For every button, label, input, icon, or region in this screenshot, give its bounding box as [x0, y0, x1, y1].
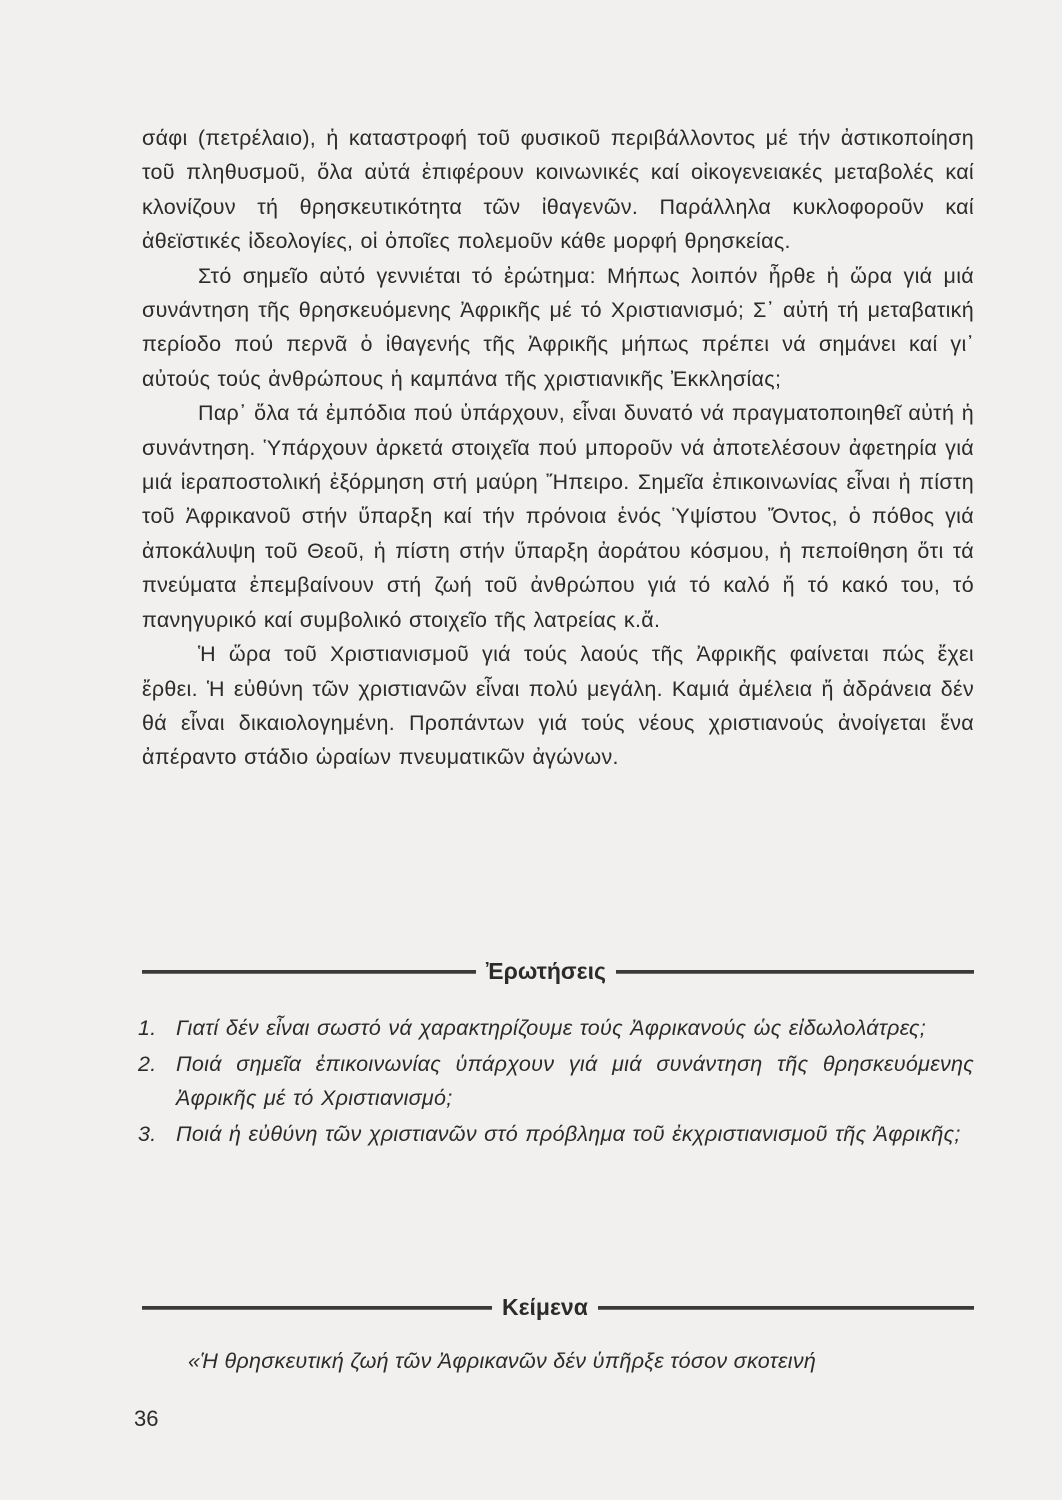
- question-item: [138, 1011, 974, 1045]
- quote-text: «Ἡ θρησκευτική ζωή τῶν Ἀφρικανῶν δέν ὑπῆρξε τόσον σκοτεινή: [188, 1349, 817, 1373]
- question-item: [138, 1047, 974, 1115]
- paragraph: σάφι (πετρέλαιο), ἡ καταστροφή τοῦ φυσικοῦ περιβάλλοντος μέ τήν ἀστικοποίηση τοῦ πληθυσμοῦ, ὅλα αὐτά ἐπιφέρουν κοινωνικές καί οἰκογενειακές μεταβολές καί κλονίζουν τή θρησκευτικότητα τῶν ἰθαγενῶν. Παράλληλα κυκλοφοροῦν καί ἀθεϊστικές ἰδεολογίες, οἱ ὁποῖες πολεμοῦν κάθε μορφή θρησκείας.: [142, 126, 974, 254]
- heading-rule-right: [616, 970, 974, 974]
- question-number: 1.: [138, 1016, 157, 1040]
- page-number: 36: [134, 1406, 159, 1431]
- heading-rule-right: [598, 1306, 974, 1310]
- body-text: [142, 121, 974, 775]
- paragraph: Στό σημεῖο αὐτό γεννιέται τό ἐρώτημα: Μήπως λοιπόν ἦρθε ἡ ὥρα γιά μιά συνάντηση τῆς θρησκευόμενης Ἀφρικῆς μέ τό Χριστιανισμό; Σ᾽ αὐτή τή μεταβατική περίοδο πού περνᾶ ὁ ἰθαγενής τῆς Ἀφρικῆς μήπως πρέπει νά σημάνει καί γι᾽ αὐτούς τούς ἀνθρώπους ἡ καμπάνα τῆς χριστιανικῆς Ἐκκλησίας;: [142, 263, 974, 391]
- questions-heading: [142, 958, 974, 985]
- heading-rule-left: [142, 970, 476, 974]
- paragraph: Ἡ ὥρα τοῦ Χριστιανισμοῦ γιά τούς λαούς τῆς Ἀφρικῆς φαίνεται πώς ἔχει ἔρθει. Ἡ εὐθύνη τῶν χριστιανῶν εἶναι πολύ μεγάλη. Καμιά ἀμέλεια ἤ ἀδράνεια δέν θά εἶναι δικαιολογημένη. Προπάντων γιά τούς νέους χριστιανούς ἀνοίγεται ἕνα ἀπέραντο στάδιο ὡραίων πνευματικῶν ἀγώνων.: [142, 642, 974, 770]
- question-number: 2.: [138, 1052, 157, 1076]
- question-item: [138, 1117, 974, 1151]
- heading-rule-left: [142, 1306, 492, 1310]
- texts-heading: [142, 1294, 974, 1321]
- question-text: Γιατί δέν εἶναι σωστό νά χαρακτηρίζουμε τούς Ἀφρικανούς ὡς εἰδωλολάτρες;: [176, 1016, 926, 1040]
- paragraph: Παρ᾽ ὅλα τά ἐμπόδια πού ὑπάρχουν, εἶναι δυνατό νά πραγματοποιηθεῖ αὐτή ἡ συνάντηση. Ὑπάρχουν ἀρκετά στοιχεῖα πού μποροῦν νά ἀποτελέσουν ἀφετηρία γιά μιά ἱεραποστολική ἐξόρμηση στή μαύρη Ἤπειρο. Σημεῖα ἐπικοινωνίας εἶναι ἡ πίστη τοῦ Ἀφρικανοῦ στήν ὕπαρξη καί τήν πρόνοια ἑνός Ὑψίστου Ὄντος, ὁ πόθος γιά ἀποκάλυψη τοῦ Θεοῦ, ἡ πίστη στήν ὕπαρξη ἀοράτου κόσμου, ἡ πεποίθηση ὅτι τά πνεύματα ἐπεμβαίνουν στή ζωή τοῦ ἀνθρώπου γιά τό καλό ἤ τό κακό του, τό πανηγυρικό καί συμβολικό στοιχεῖο τῆς λατρείας κ.ἄ.: [142, 401, 974, 632]
- question-text: Ποιά ἡ εὐθύνη τῶν χριστιανῶν στό πρόβλημα τοῦ ἐκχριστιανισμοῦ τῆς Ἀφρικῆς;: [176, 1122, 961, 1146]
- questions-heading-label: Ἐρωτήσεις: [486, 958, 606, 984]
- texts-heading-label: Κείμενα: [502, 1294, 588, 1320]
- questions-list: [138, 1011, 974, 1153]
- question-number: 3.: [138, 1122, 157, 1146]
- question-text: Ποιά σημεῖα ἐπικοινωνίας ὑπάρχουν γιά μιά συνάντηση τῆς θρησκευόμενης Ἀφρικῆς μέ τό Χριστιανισμό;: [176, 1052, 974, 1110]
